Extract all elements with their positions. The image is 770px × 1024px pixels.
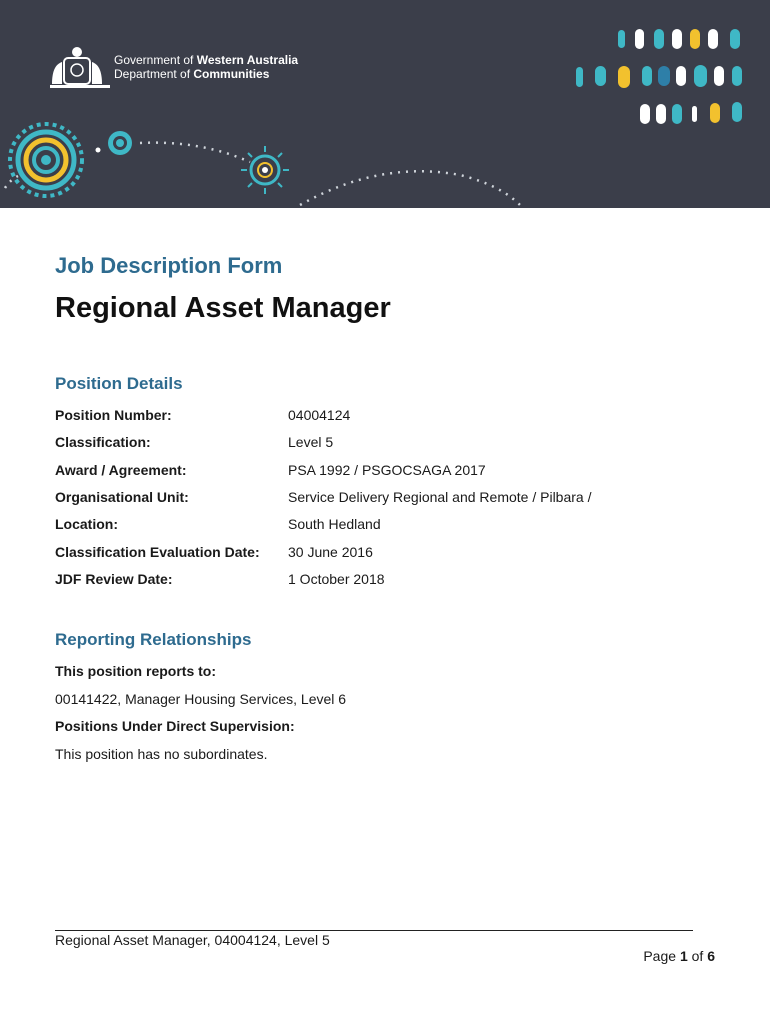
detail-label: Award / Agreement: [55,462,187,478]
page-title: Regional Asset Manager [55,292,391,324]
detail-label: JDF Review Date: [55,571,173,587]
detail-value: Level 5 [288,434,334,450]
detail-label: Classification Evaluation Date: [55,544,260,560]
reports-to-value: 00141422, Manager Housing Services, Level 6 [55,691,347,707]
detail-value: PSA 1992 / PSGOCSAGA 2017 [288,462,486,478]
detail-value: 30 June 2016 [288,544,373,560]
detail-value: 04004124 [288,407,351,423]
detail-label: Location: [55,516,118,532]
detail-value: 1 October 2018 [288,571,385,587]
wa-crest-icon [50,47,110,88]
pill-pattern-artwork [576,29,742,124]
header-banner [0,0,770,208]
department-logo-text: Government of Western Australia Department of Communities [114,53,299,81]
position-details-heading: Position Details [55,374,183,393]
document-type: Job Description Form [55,253,283,278]
detail-label: Organisational Unit: [55,489,189,505]
dot-circle-artwork [5,124,520,205]
page-number: Page 1 of 6 [643,948,715,964]
detail-value: Service Delivery Regional and Remote / Pilbara / [288,489,592,505]
banner-artwork [0,0,770,208]
supervision-value: This position has no subordinates. [55,746,268,762]
reports-to-label: This position reports to: [55,663,216,679]
supervision-label: Positions Under Direct Supervision: [55,718,295,734]
detail-label: Position Number: [55,407,172,423]
footer-divider [55,930,693,931]
detail-value: South Hedland [288,516,381,532]
detail-label: Classification: [55,434,151,450]
footer-text: Regional Asset Manager, 04004124, Level 5 [55,932,330,948]
reporting-heading: Reporting Relationships [55,630,252,649]
